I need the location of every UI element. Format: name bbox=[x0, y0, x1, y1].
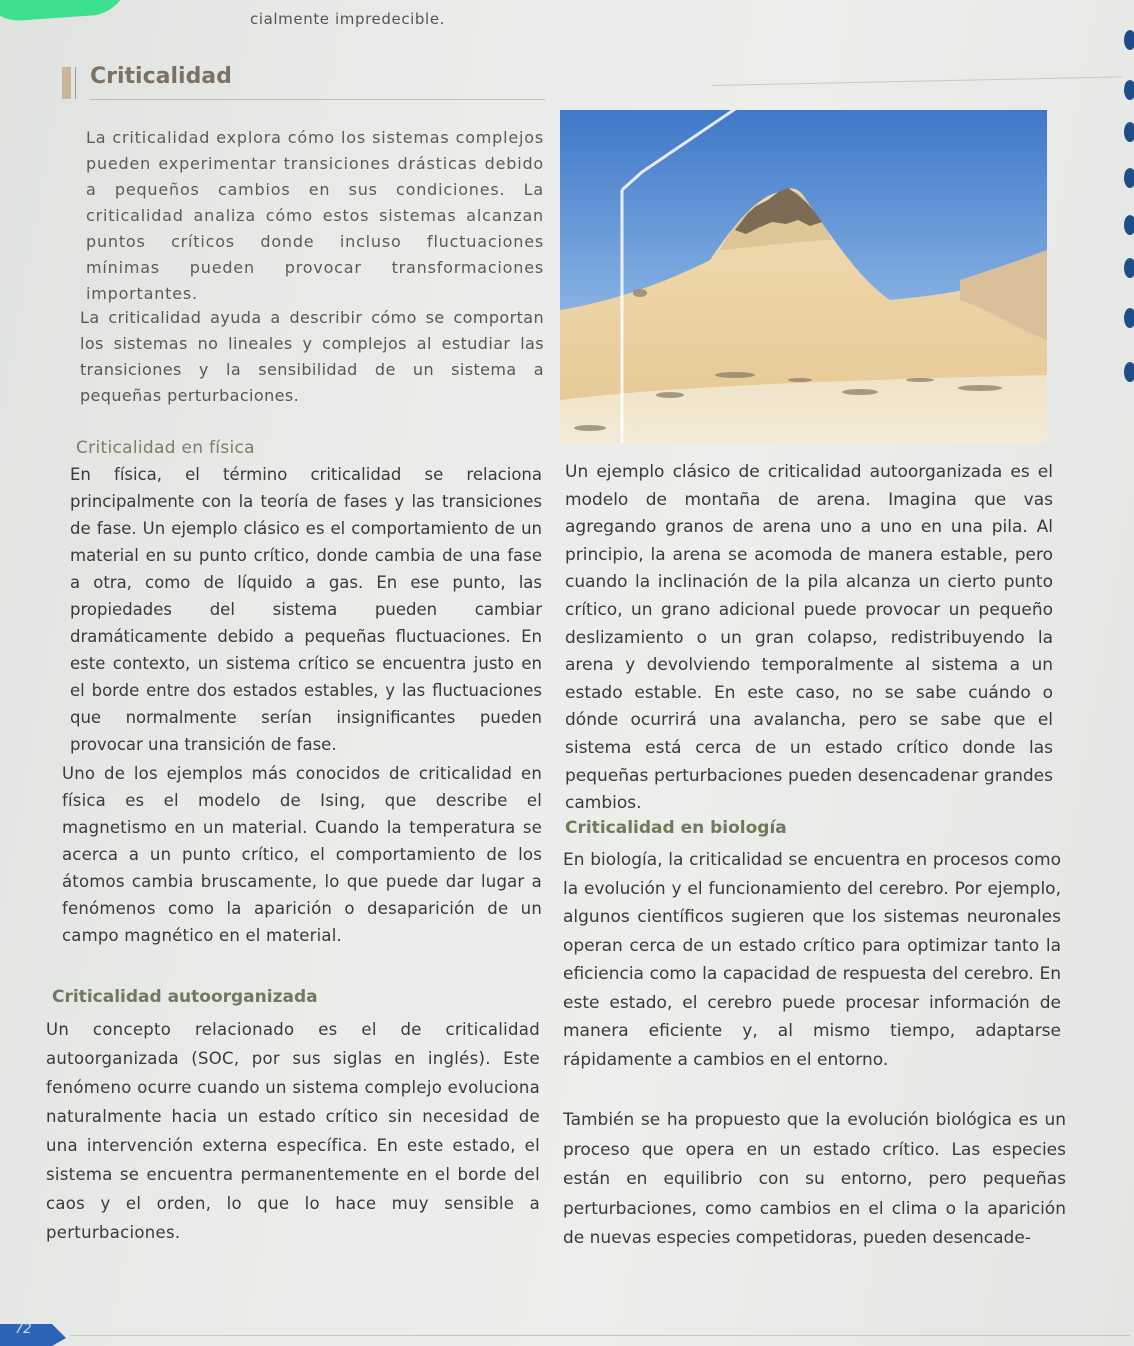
physics-paragraph-1: En física, el término criticalidad se relaciona principalmente con la teoría de fases y las transiciones de fase. Un ejemplo clásico es el comportamiento de un material en su punto crítico, donde cambia de una fase a otra, como de líquido a gas. En ese punto, las propiedades del sistema pueden cambiar dramáticamente debido a pequeñas fluctuaciones. En este contexto, un sistema crítico se encuentra justo en el borde entre dos estados estables, y las fluctuaciones que normalmente serían insignificantes pueden provocar una transición de fase. bbox=[70, 465, 542, 754]
heading-physics: Criticalidad en física bbox=[76, 438, 255, 458]
decorative-highlight bbox=[0, 0, 131, 23]
title-accent-bar bbox=[62, 67, 71, 99]
physics-paragraph-2: Uno de los ejemplos más conocidos de criticalidad en física es el modelo de Ising, que describe el magnetismo en un material. Cuando la temperatura se acerca a un punto crítico, el comportamiento de los átomos cambia bruscamente, lo que puede dar lugar a fenómenos como la aparición o desaparición de un campo magnético en el material. bbox=[62, 764, 542, 945]
page-title: Criticalidad bbox=[90, 64, 232, 89]
heading-soc: Criticalidad autoorganizada bbox=[52, 987, 318, 1007]
soc-paragraph: Un concepto relacionado es el de criticalidad autoorganizada (SOC, por sus siglas en inglés). Este fenómeno ocurre cuando un sistema complejo evoluciona naturalmente hacia un estado crítico sin necesidad de una intervención externa específica. En este estado, el sistema se encuentra permanentemente en el borde del caos y el orden, lo que lo hace muy sensible a perturbaciones. bbox=[46, 1020, 541, 1242]
decorative-rule bbox=[712, 76, 1122, 86]
title-accent-line bbox=[75, 67, 76, 99]
page-number: 72 bbox=[15, 1322, 32, 1337]
sand-mountain-illustration bbox=[560, 110, 1047, 443]
sandpile-paragraph: Un ejemplo clásico de criticalidad autoorganizada es el modelo de montaña de arena. Imagina que vas agregando granos de arena uno a uno en una pila. Al principio, la arena se acomoda de manera estable, pero cuando la inclinación de la pila alcanza un cierto punto crítico, un grano adicional puede provocar un pequeño deslizamiento o un gran colapso, redistribuyendo la arena y devolviendo temporalmente al sistema a un estado estable. En este caso, no se sabe cuándo o dónde ocurrirá una avalancha, pero se sabe que el sistema está cerca de un estado crítico donde las pequeñas perturbaciones pueden desencadenar grandes cambios. bbox=[565, 462, 1053, 814]
biology-paragraph-2: También se ha propuesto que la evolución biológica es un proceso que opera en un estado crítico. Las especies están en equilibrio con su entorno, pero pequeñas perturbaciones, como cambios en el clima o la aparición de nuevas especies competidoras, pueden desencade- bbox=[563, 1110, 1066, 1248]
intro-paragraph-1: La criticalidad explora cómo los sistemas complejos pueden experimentar transiciones drásticas debido a pequeños cambios en sus condiciones. La criticalidad analiza cómo estos sistemas alcanzan puntos críticos donde incluso fluctuaciones mínimas pueden provocar transformaciones importantes. bbox=[86, 128, 544, 303]
intro-paragraph-2: La criticalidad ayuda a describir cómo se comportan los sistemas no lineales y complejos al estudiar las transiciones y la sensibilidad de un sistema a pequeñas perturbaciones. bbox=[80, 308, 544, 405]
heading-biology: Criticalidad en biología bbox=[565, 818, 787, 838]
previous-text-fragment: cialmente impredecible. bbox=[250, 10, 446, 28]
footer-rule bbox=[70, 1335, 1130, 1336]
title-underline bbox=[90, 99, 545, 100]
binder-holes bbox=[1100, 0, 1134, 1346]
biology-paragraph-1: En biología, la criticalidad se encuentra en procesos como la evolución y el funcionamiento del cerebro. Por ejemplo, algunos científicos sugieren que los sistemas neuronales operan cerca de un estado crítico para optimizar tanto la eficiencia como la capacidad de respuesta del cerebro. En este estado, el cerebro puede procesar información de manera eficiente y, al mismo tiempo, adaptarse rápidamente a cambios en el entorno. bbox=[563, 850, 1061, 1070]
page-tab-icon bbox=[0, 1318, 70, 1346]
